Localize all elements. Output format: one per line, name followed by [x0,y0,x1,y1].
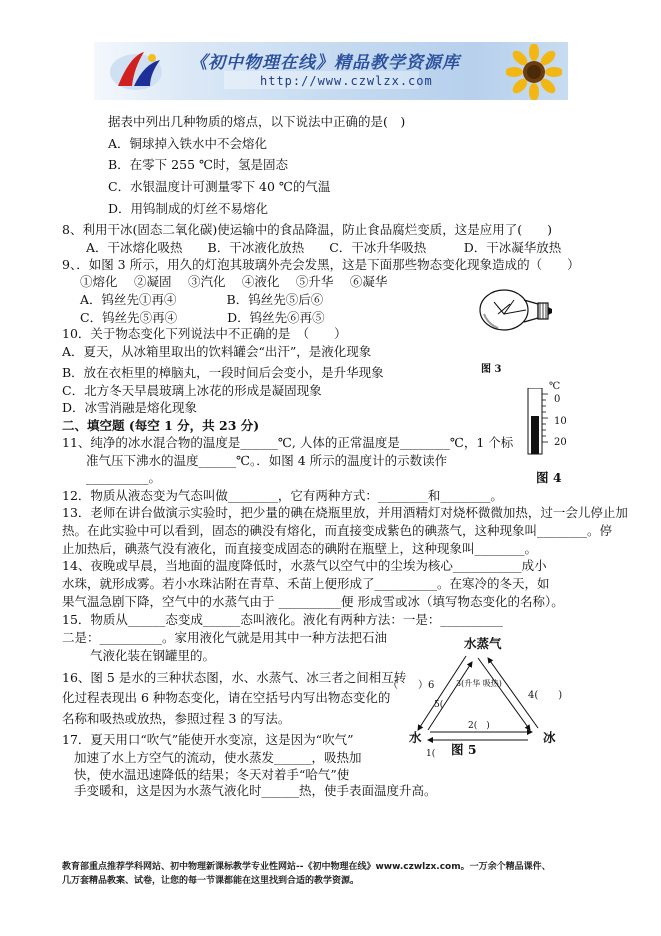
thermometer-tick-20: 20 [554,437,567,448]
question-11-line3: __________。 [86,470,162,485]
question-10-option-c: C．北方冬天早晨玻璃上冰花的形成是凝固现象 [62,383,322,398]
label-water-vapor: 水蒸气 [464,636,502,651]
process-2: 2( ) [468,721,490,731]
header-banner [94,42,568,100]
figure-5-label: 图 5 [451,742,477,757]
thermometer-figure [520,388,550,456]
question-16-line3: 名称和吸热或放热，参照过程 3 的写法。 [62,711,291,726]
question-13-line1: 13．老师在讲台做演示实验时，把少量的碘在烧瓶里放，并用酒精灯对烧杯微微加热，过一会儿停止加 [62,505,628,520]
section-2-heading: 二、填空题 (每空 1 分，共 23 分) [62,418,260,433]
question-8-options: A．干冰熔化吸热 B．干冰液化放热 C．干冰升华吸热 D．干冰凝华放热 [86,240,562,255]
question-10-option-d: D．冰雪消融是熔化现象 [62,400,198,415]
question-16-line2: 化过程表现出 6 种物态变化，请在空括号内写出物态变化的 [62,690,391,705]
question-17-line1: 17．夏天用口“吹气”能使开水变凉，这是因为“吹气” [62,732,354,747]
question-14-line1: 14、夜晚或早晨，当地面的温度降低时，水蒸气以空气中的尘埃为核心___________成小 [62,558,547,573]
option-d: D．用钨制成的灯丝不易熔化 [108,201,269,216]
label-water: 水 [409,730,422,745]
process-4: 4( ) [528,690,563,701]
footer-line2: 几万套精品教案、试卷，让您的每一节课都能在这里找到合适的教学资源。 [62,876,360,886]
question-15-line2: 二是：__________。家用液化气就是用其中一种方法把石油 [62,630,388,645]
footer-line1: 教育部重点推荐学科网站、初中物理新课标教学专业性网站--《初中物理在线》www.czwlzx.com。一万余个精品课件、 [62,862,551,872]
question-13-line3: 止加热后，碘蒸气没有液化，而直接变成固态的碘附在瓶壁上，这种现象叫________。 [62,541,538,556]
question-14-line2: 水珠，就形成雾。若小水珠沾附在青草、禾苗上便形成了__________。在寒冷的冬天，如 [62,576,550,591]
question-15-line1: 15．物质从______态变成______态叫液化。液化有两种方法：一是：__________ [62,612,503,627]
question-10: 10．关于物态变化下列说法中不正确的是 （ ） [62,326,347,341]
banner-url[interactable]: http://www.czwlzx.com [260,74,433,88]
figure-3-label: 图 3 [481,364,502,375]
option-b: B．在零下 255 ℃时，氢是固态 [108,157,288,172]
sunflower-icon [506,44,562,100]
thermometer-unit: ℃ [549,381,561,392]
question-11-line2: 准气压下沸水的温度______℃。．如图 4 所示的温度计的示数读作 [86,453,448,468]
process-1: 1( [426,749,445,759]
process-3: 3(升华 吸热) [456,679,502,688]
question-17-line3: 快，使水温迅速降低的结果；冬天对着手“哈气”使 [74,767,350,782]
question-10-option-a: A．夏天，从冰箱里取出的饮料罐会“出汗”，是液化现象 [62,344,372,359]
question-8: 8、利用干冰(固态二氧化碳)使运输中的食品降温，防止食品腐烂变质，这是应用了( ) [62,222,552,237]
thermometer-tick-0: 0 [554,394,561,405]
process-6: （ ）6 [388,680,435,691]
label-ice: 冰 [543,730,556,745]
thermometer-tick-10: 10 [554,416,567,427]
question-15-line3: 气液化装在钢罐里的。 [90,648,216,663]
question-9: 9、．如图 3 所示，用久的灯泡其玻璃外壳会发黑，这是下面那些物态变化现象造成的（ ） [62,257,580,272]
question-14-line3: 果气温急剧下降，空气中的水蒸气由于 __________便 形成雪或冰（填写物态变化的名称）。 [62,594,564,609]
question-17-line2: 加速了水上方空气的流动，使水蒸发______，吸热加 [74,750,362,765]
logo-icon [104,46,174,96]
question-9-options-cd: C．钨丝先⑤再④ D．钨丝先⑥再⑤ [80,310,325,325]
question-9-choices: ①熔化 ②凝固 ③汽化 ④液化 ⑤升华 ⑥凝华 [80,274,388,289]
question-16-line1: 16、图 5 是水的三种状态图，水、水蒸气、冰三者之间相互转 [62,670,407,685]
question-10-option-b: B．放在衣柜里的樟脑丸，一段时间后会变小，是升华现象 [62,365,384,380]
process-5: 5( [434,700,444,710]
question-stem: 据表中列出几种物质的熔点，以下说法中正确的是( ) [108,114,406,129]
question-9-options-ab: A．钨丝先①再④ B．钨丝先⑤后⑥ [80,292,324,307]
option-a: A．铜球掉入铁水中不会熔化 [108,136,268,151]
question-17-line4: 手变暖和，这是因为水蒸气液化时______热，使手表面温度升高。 [74,783,437,798]
question-13-line2: 热。在此实验中可以看到，固态的碘没有熔化，而直接变成紫色的碘蒸气，这种现象叫________。停 [62,523,613,538]
light-bulb-figure [474,284,558,338]
option-c: C．水银温度计可测量零下 40 ℃的气温 [108,179,331,194]
question-11-line1: 11、纯净的冰水混合物的温度是______℃, 人体的正常温度是________℃，1 个标 [62,435,514,450]
banner-title: 《初中物理在线》精品教学资源库 [190,53,460,73]
figure-4-label: 图 4 [536,470,562,485]
question-12: 12．物质从液态变为气态叫做________，它有两种方式：________和________。 [62,488,503,503]
